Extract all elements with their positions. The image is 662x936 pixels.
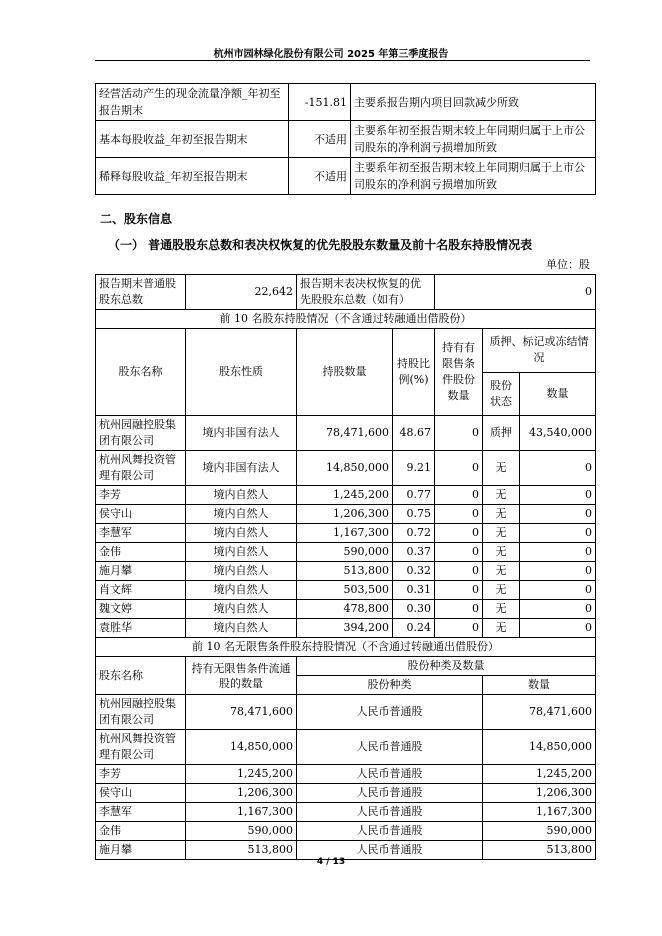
shares-held: 1,206,300 xyxy=(297,505,393,524)
shareholder-nature: 境内自然人 xyxy=(186,600,297,619)
share-qty: 1,167,300 xyxy=(483,803,596,822)
table-row xyxy=(96,562,596,581)
shareholder-name: 李芳 xyxy=(96,765,186,784)
pledged-qty: 0 xyxy=(520,543,596,562)
unres-header-name: 股东名称 xyxy=(96,657,186,695)
shares-held: 78,471,600 xyxy=(297,416,393,451)
col-header-status: 股份状态 xyxy=(483,372,520,416)
table-row xyxy=(96,581,596,600)
pledged-qty: 0 xyxy=(520,562,596,581)
col-header-ratio: 持股比例(%) xyxy=(393,329,435,416)
share-type: 人民币普通股 xyxy=(297,695,483,730)
col-header-restricted: 持有有限售条件股份数量 xyxy=(435,329,483,416)
shareholder-name: 李芳 xyxy=(96,486,186,505)
restricted-shares: 0 xyxy=(435,562,483,581)
header-divider xyxy=(95,60,590,61)
unres-title: 前 10 名无限售条件股东持股情况（不含通过转融通出借股份） xyxy=(96,638,596,657)
restricted-shares: 0 xyxy=(435,543,483,562)
table-row xyxy=(96,121,596,158)
share-status: 质押 xyxy=(483,416,520,451)
shareholder-table xyxy=(95,274,596,860)
restricted-shares: 0 xyxy=(435,505,483,524)
shareholder-name: 施月攀 xyxy=(96,841,186,860)
shares-held: 1,245,200 xyxy=(297,486,393,505)
holding-ratio: 9.21 xyxy=(393,451,435,486)
share-status: 无 xyxy=(483,619,520,638)
page-number: 4 / 13 xyxy=(316,857,346,867)
item-cell: 稀释每股收益_年初至报告期末 xyxy=(96,158,289,195)
shareholder-name: 金伟 xyxy=(96,543,186,562)
shareholder-name: 侯守山 xyxy=(96,505,186,524)
table-row xyxy=(96,600,596,619)
restricted-shares: 0 xyxy=(435,619,483,638)
shareholder-name: 魏文婷 xyxy=(96,600,186,619)
restricted-shares: 0 xyxy=(435,524,483,543)
share-status: 无 xyxy=(483,524,520,543)
shareholder-nature: 境内自然人 xyxy=(186,581,297,600)
pledged-qty: 0 xyxy=(520,524,596,543)
share-qty: 14,850,000 xyxy=(483,730,596,765)
header-row xyxy=(96,657,596,676)
share-status: 无 xyxy=(483,451,520,486)
unrestricted-held: 1,245,200 xyxy=(186,765,297,784)
unrestricted-held: 1,206,300 xyxy=(186,784,297,803)
shareholder-name: 李慧军 xyxy=(96,524,186,543)
shares-held: 394,200 xyxy=(297,619,393,638)
unres-header-type-qty: 股份种类及数量 xyxy=(297,657,596,676)
share-qty: 1,245,200 xyxy=(483,765,596,784)
pledged-qty: 0 xyxy=(520,486,596,505)
share-status: 无 xyxy=(483,600,520,619)
shareholder-name: 侯守山 xyxy=(96,784,186,803)
share-status: 无 xyxy=(483,562,520,581)
shares-held: 503,500 xyxy=(297,581,393,600)
col-header-pledge: 质押、标记或冻结情况 xyxy=(483,329,596,373)
table-row xyxy=(96,524,596,543)
holding-ratio: 0.32 xyxy=(393,562,435,581)
col-header-qty: 数量 xyxy=(520,372,596,416)
table-row xyxy=(96,619,596,638)
restricted-shares: 0 xyxy=(435,416,483,451)
pledged-qty: 43,540,000 xyxy=(520,416,596,451)
top10-body xyxy=(96,416,596,638)
shareholder-name: 肖文辉 xyxy=(96,581,186,600)
summary-row xyxy=(96,275,596,310)
holding-ratio: 0.77 xyxy=(393,486,435,505)
col-header-nature: 股东性质 xyxy=(186,329,297,416)
holding-ratio: 0.30 xyxy=(393,600,435,619)
unres-header-qty: 数量 xyxy=(483,676,596,695)
share-type: 人民币普通股 xyxy=(297,841,483,860)
share-status: 无 xyxy=(483,505,520,524)
restricted-shares: 0 xyxy=(435,581,483,600)
table-row xyxy=(96,822,596,841)
holding-ratio: 0.37 xyxy=(393,543,435,562)
pledged-qty: 0 xyxy=(520,581,596,600)
table-row xyxy=(96,486,596,505)
share-qty: 1,206,300 xyxy=(483,784,596,803)
value-cell: 不适用 xyxy=(289,158,351,195)
share-type: 人民币普通股 xyxy=(297,784,483,803)
page-header: 杭州市园林绿化股份有限公司 2025 年第三季度报告 xyxy=(213,49,449,60)
total-holders-value: 22,642 xyxy=(186,275,297,310)
shareholder-name: 金伟 xyxy=(96,822,186,841)
shares-held: 14,850,000 xyxy=(297,451,393,486)
subsection-title: （一） 普通股股东总数和表决权恢复的优先股股东数量及前十名股东持股情况表 xyxy=(108,238,533,252)
share-status: 无 xyxy=(483,581,520,600)
top10-title: 前 10 名股东持股情况（不含通过转融通出借股份） xyxy=(96,310,596,329)
col-header-shares: 持股数量 xyxy=(297,329,393,416)
table-row xyxy=(96,730,596,765)
share-type: 人民币普通股 xyxy=(297,765,483,784)
share-type: 人民币普通股 xyxy=(297,803,483,822)
col-header-name: 股东名称 xyxy=(96,329,186,416)
holding-ratio: 0.75 xyxy=(393,505,435,524)
holding-ratio: 0.72 xyxy=(393,524,435,543)
pref-holders-value: 0 xyxy=(435,275,596,310)
section-title: 二、股东信息 xyxy=(100,212,173,226)
table-row xyxy=(96,158,596,195)
table-row xyxy=(96,543,596,562)
share-qty: 590,000 xyxy=(483,822,596,841)
restricted-shares: 0 xyxy=(435,600,483,619)
shareholder-nature: 境内自然人 xyxy=(186,524,297,543)
shareholder-name: 杭州园融控股集团有限公司 xyxy=(96,416,186,451)
shares-held: 1,167,300 xyxy=(297,524,393,543)
unrestricted-held: 14,850,000 xyxy=(186,730,297,765)
unres-body xyxy=(96,695,596,860)
pledged-qty: 0 xyxy=(520,619,596,638)
shares-held: 478,800 xyxy=(297,600,393,619)
shareholder-name: 施月攀 xyxy=(96,562,186,581)
shareholder-nature: 境内非国有法人 xyxy=(186,416,297,451)
share-status: 无 xyxy=(483,486,520,505)
shareholder-name: 杭州风舞投资管理有限公司 xyxy=(96,451,186,486)
shareholder-name: 杭州风舞投资管理有限公司 xyxy=(96,730,186,765)
unit-label: 单位：股 xyxy=(546,258,590,271)
holding-ratio: 0.31 xyxy=(393,581,435,600)
total-holders-label: 报告期末普通股股东总数 xyxy=(96,275,186,310)
share-type: 人民币普通股 xyxy=(297,822,483,841)
unres-header-type: 股份种类 xyxy=(297,676,483,695)
shareholder-nature: 境内自然人 xyxy=(186,619,297,638)
restricted-shares: 0 xyxy=(435,451,483,486)
pref-holders-label: 报告期末表决权恢复的优先股股东总数（如有） xyxy=(297,275,435,310)
table-row xyxy=(96,638,596,657)
unrestricted-held: 513,800 xyxy=(186,841,297,860)
shareholder-nature: 境内自然人 xyxy=(186,562,297,581)
shareholder-nature: 境内自然人 xyxy=(186,543,297,562)
item-cell: 基本每股收益_年初至报告期末 xyxy=(96,121,289,158)
shareholder-name: 袁胜华 xyxy=(96,619,186,638)
table-row xyxy=(96,416,596,451)
reason-cell: 主要系报告期内项目回款减少所致 xyxy=(351,84,596,121)
table-row xyxy=(96,505,596,524)
share-qty: 78,471,600 xyxy=(483,695,596,730)
pledged-qty: 0 xyxy=(520,600,596,619)
shares-held: 513,800 xyxy=(297,562,393,581)
table-row xyxy=(96,84,596,121)
cashflow-eps-table xyxy=(95,83,596,195)
unrestricted-held: 590,000 xyxy=(186,822,297,841)
shares-held: 590,000 xyxy=(297,543,393,562)
reason-cell: 主要系年初至报告期末较上年同期归属于上市公司股东的净利润亏损增加所致 xyxy=(351,158,596,195)
holding-ratio: 0.24 xyxy=(393,619,435,638)
shareholder-name: 杭州园融控股集团有限公司 xyxy=(96,695,186,730)
header-row xyxy=(96,329,596,373)
unrestricted-held: 1,167,300 xyxy=(186,803,297,822)
share-type: 人民币普通股 xyxy=(297,730,483,765)
table-row xyxy=(96,784,596,803)
reason-cell: 主要系年初至报告期末较上年同期归属于上市公司股东的净利润亏损增加所致 xyxy=(351,121,596,158)
pledged-qty: 0 xyxy=(520,505,596,524)
table-row xyxy=(96,695,596,730)
unres-header-held: 持有无限售条件流通股的数量 xyxy=(186,657,297,695)
shareholder-nature: 境内自然人 xyxy=(186,486,297,505)
share-status: 无 xyxy=(483,543,520,562)
shareholder-nature: 境内自然人 xyxy=(186,505,297,524)
value-cell: 不适用 xyxy=(289,121,351,158)
table-row xyxy=(96,451,596,486)
value-cell: -151.81 xyxy=(289,84,351,121)
unrestricted-held: 78,471,600 xyxy=(186,695,297,730)
pledged-qty: 0 xyxy=(520,451,596,486)
holding-ratio: 48.67 xyxy=(393,416,435,451)
shareholder-name: 李慧军 xyxy=(96,803,186,822)
shareholder-nature: 境内非国有法人 xyxy=(186,451,297,486)
restricted-shares: 0 xyxy=(435,486,483,505)
table-row xyxy=(96,765,596,784)
table-row xyxy=(96,803,596,822)
item-cell: 经营活动产生的现金流量净额_年初至报告期末 xyxy=(96,84,289,121)
share-qty: 513,800 xyxy=(483,841,596,860)
table-row xyxy=(96,310,596,329)
